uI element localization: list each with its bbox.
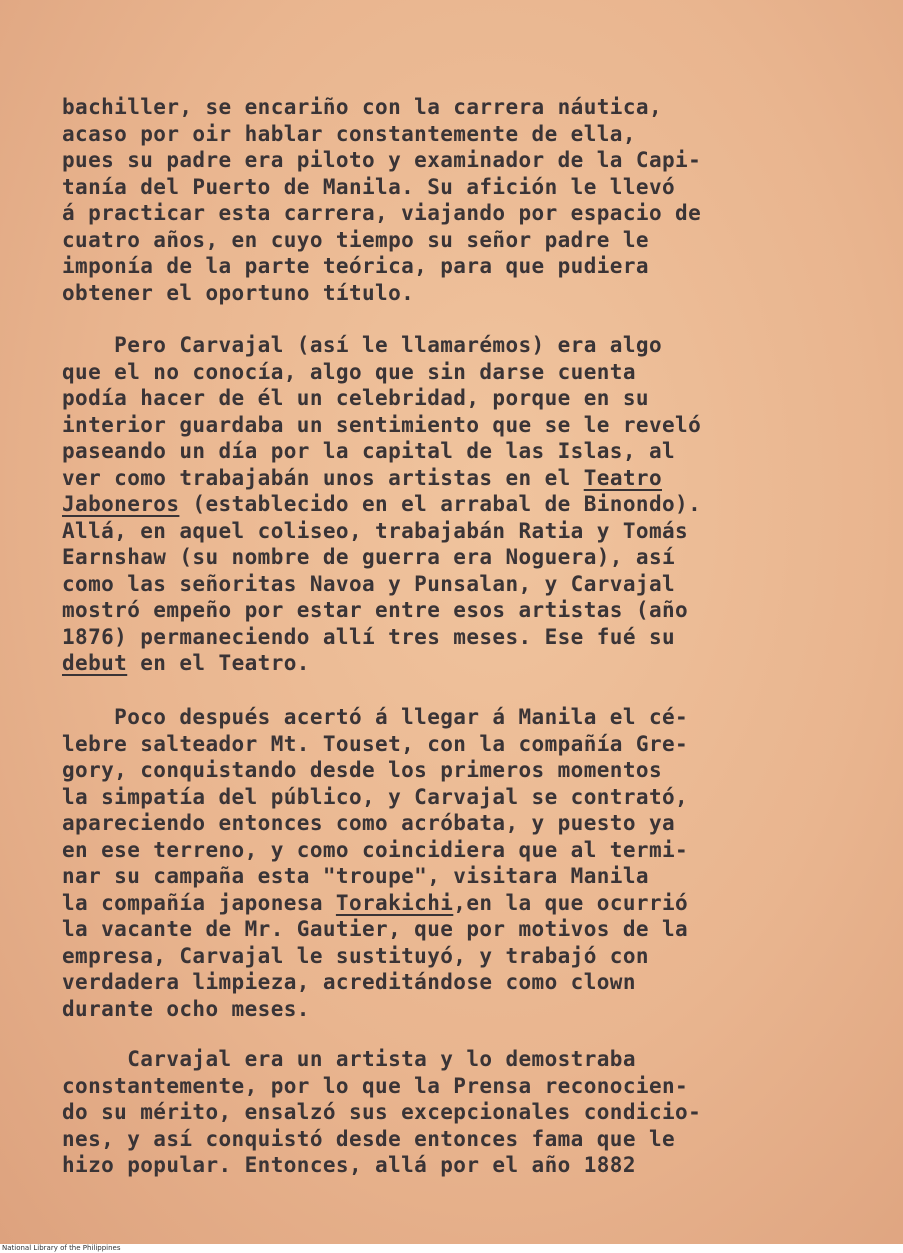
text-line: que el no conocía, algo que sin darse cuenta bbox=[62, 359, 636, 384]
text-line: apareciendo entonces como acróbata, y puesto ya bbox=[62, 811, 676, 835]
text-segment: ,en la que ocurrió bbox=[453, 890, 689, 915]
text-line: imponía de la parte teórica, para que pudiera bbox=[62, 254, 649, 278]
text-line-with-underline bbox=[62, 491, 852, 518]
text-line: pues su padre era piloto y examinador de la Capi- bbox=[62, 148, 702, 172]
text-line-with-underline bbox=[62, 465, 852, 492]
text-line: Earnshaw (su nombre de guerra era Noguera), así bbox=[62, 545, 676, 569]
text-segment: en el Teatro. bbox=[127, 651, 310, 675]
text-line: nes, y así conquistó desde entonces fama que le bbox=[62, 1126, 676, 1151]
text-line: la vacante de Mr. Gautier, que por motivos de la bbox=[62, 917, 689, 941]
underlined-word-teatro: Teatro bbox=[583, 465, 662, 490]
text-line: en ese terreno, y como coincidiera que al termi- bbox=[62, 837, 689, 862]
text-line: do su mérito, ensalzó sus excepcionales condicio- bbox=[62, 1100, 702, 1124]
text-line: bachiller, se encariño con la carrera náutica, bbox=[62, 95, 662, 119]
paragraph-4 bbox=[62, 1046, 852, 1179]
text-line: Pero Carvajal (así le llamarémos) era algo bbox=[62, 333, 662, 357]
paragraph-3 bbox=[62, 704, 852, 1022]
text-line: mostró empeño por estar entre esos artistas (año bbox=[62, 598, 689, 622]
text-line: nar su campaña esta "troupe", visitara Manila bbox=[62, 864, 649, 888]
text-line-with-underline bbox=[62, 650, 852, 677]
text-line: la simpatía del público, y Carvajal se contrató, bbox=[62, 784, 689, 809]
underlined-word-debut: debut bbox=[62, 651, 128, 675]
text-line: tanía del Puerto de Manila. Su afición le llevó bbox=[62, 174, 676, 199]
text-line: á practicar esta carrera, viajando por espacio de bbox=[62, 201, 702, 225]
underlined-word-jaboneros: Jaboneros bbox=[62, 492, 180, 516]
text-line: gory, conquistando desde los primeros momentos bbox=[62, 758, 662, 782]
text-line: empresa, Carvajal le sustituyó, y trabajó con bbox=[62, 943, 649, 968]
text-segment: ver como trabajabán unos artistas en el bbox=[62, 465, 584, 490]
text-line: hizo popular. Entonces, allá por el año 1882 bbox=[62, 1153, 636, 1177]
text-line: constantemente, por lo que la Prensa reconocien- bbox=[62, 1073, 689, 1098]
text-segment: (establecido en el arrabal de Binondo). bbox=[179, 492, 702, 516]
text-line: interior guardaba un sentimiento que se le reveló bbox=[62, 412, 702, 437]
paragraph-2 bbox=[62, 332, 852, 677]
text-segment: la compañía japonesa bbox=[62, 890, 336, 915]
text-line: acaso por oir hablar constantemente de ella, bbox=[62, 121, 636, 146]
text-line: durante ocho meses. bbox=[62, 996, 310, 1021]
text-line: verdadera limpieza, acreditándose como clown bbox=[62, 970, 636, 994]
text-line: Allá, en aquel coliseo, trabajabán Ratia y Tomás bbox=[62, 518, 689, 543]
text-line: lebre salteador Mt. Touset, con la compañía Gre- bbox=[62, 731, 689, 756]
text-line: cuatro años, en cuyo tiempo su señor padre le bbox=[62, 227, 649, 252]
text-line-with-underline bbox=[62, 890, 852, 917]
text-line: Carvajal era un artista y lo demostraba bbox=[62, 1047, 636, 1071]
text-line: como las señoritas Navoa y Punsalan, y Carvajal bbox=[62, 571, 676, 596]
paragraph-1 bbox=[62, 94, 852, 306]
text-line: paseando un día por la capital de las Islas, al bbox=[62, 439, 676, 463]
text-line: podía hacer de él un celebridad, porque en su bbox=[62, 386, 649, 410]
underlined-word-torakichi: Torakichi bbox=[335, 890, 454, 915]
text-line: Poco después acertó á llegar á Manila el cé- bbox=[62, 705, 689, 729]
text-line: 1876) permaneciendo allí tres meses. Ese fué su bbox=[62, 624, 676, 649]
text-line: obtener el oportuno título. bbox=[62, 280, 415, 305]
library-credit: National Library of the Philippines bbox=[2, 1244, 121, 1252]
